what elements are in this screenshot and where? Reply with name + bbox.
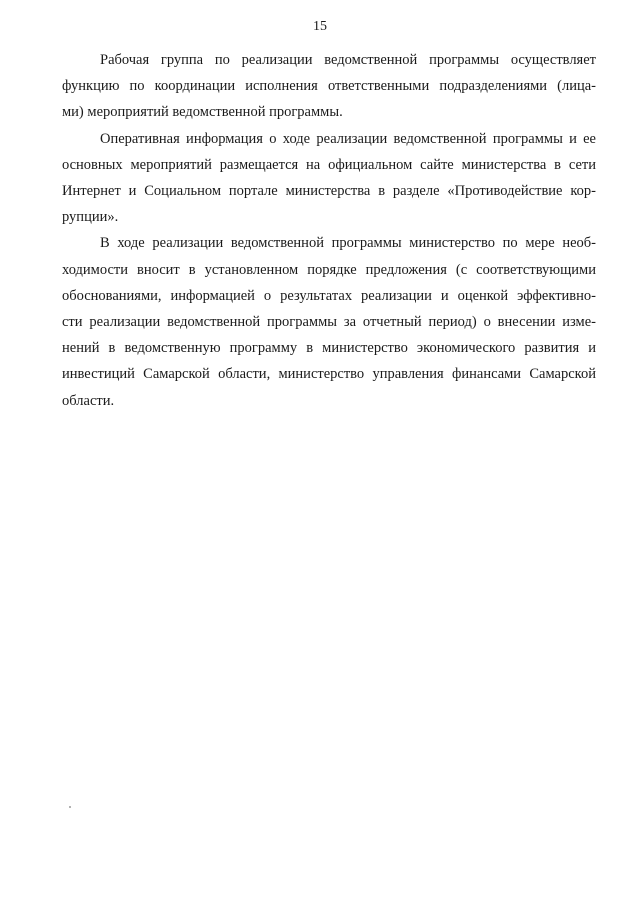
text-line: рупции».: [62, 209, 119, 226]
text-line: В ходе реализации ведомственной программы министерство по мере необ-: [100, 235, 596, 252]
scan-speck: [69, 806, 71, 808]
text-line: Интернет и Социальном портале министерства в разделе «Противодействие кор-: [62, 183, 596, 200]
text-line: Оперативная информация о ходе реализации ведомственной программы и ее: [100, 130, 596, 147]
text-line: функцию по координации исполнения ответственными подразделениями (лица-: [62, 78, 596, 95]
text-line: основных мероприятий размещается на официальном сайте министерства в сети: [62, 156, 596, 173]
paragraph-working-group: [62, 47, 596, 126]
text-line: Рабочая группа по реализации ведомственной программы осуществляет: [100, 52, 596, 68]
paragraph-amendments: [62, 230, 596, 413]
text-line: нений в ведомственную программу в министерство экономического развития и: [62, 340, 596, 357]
text-line: обоснованиями, информацией о результатах реализации и оценкой эффективно-: [62, 287, 596, 304]
text-line: сти реализации ведомственной программы за отчетный период) о внесении изме-: [62, 314, 596, 331]
text-line: ми) мероприятий ведомственной программы.: [62, 104, 343, 121]
page-number: 15: [313, 19, 327, 34]
text-line: ходимости вносит в установленном порядке предложения (с соответствующими: [62, 261, 596, 278]
text-line: области.: [62, 392, 115, 409]
paragraph-operational-info: [62, 126, 596, 231]
document-body: [62, 47, 596, 414]
text-line: инвестиций Самарской области, министерство управления финансами Самарской: [62, 366, 596, 383]
